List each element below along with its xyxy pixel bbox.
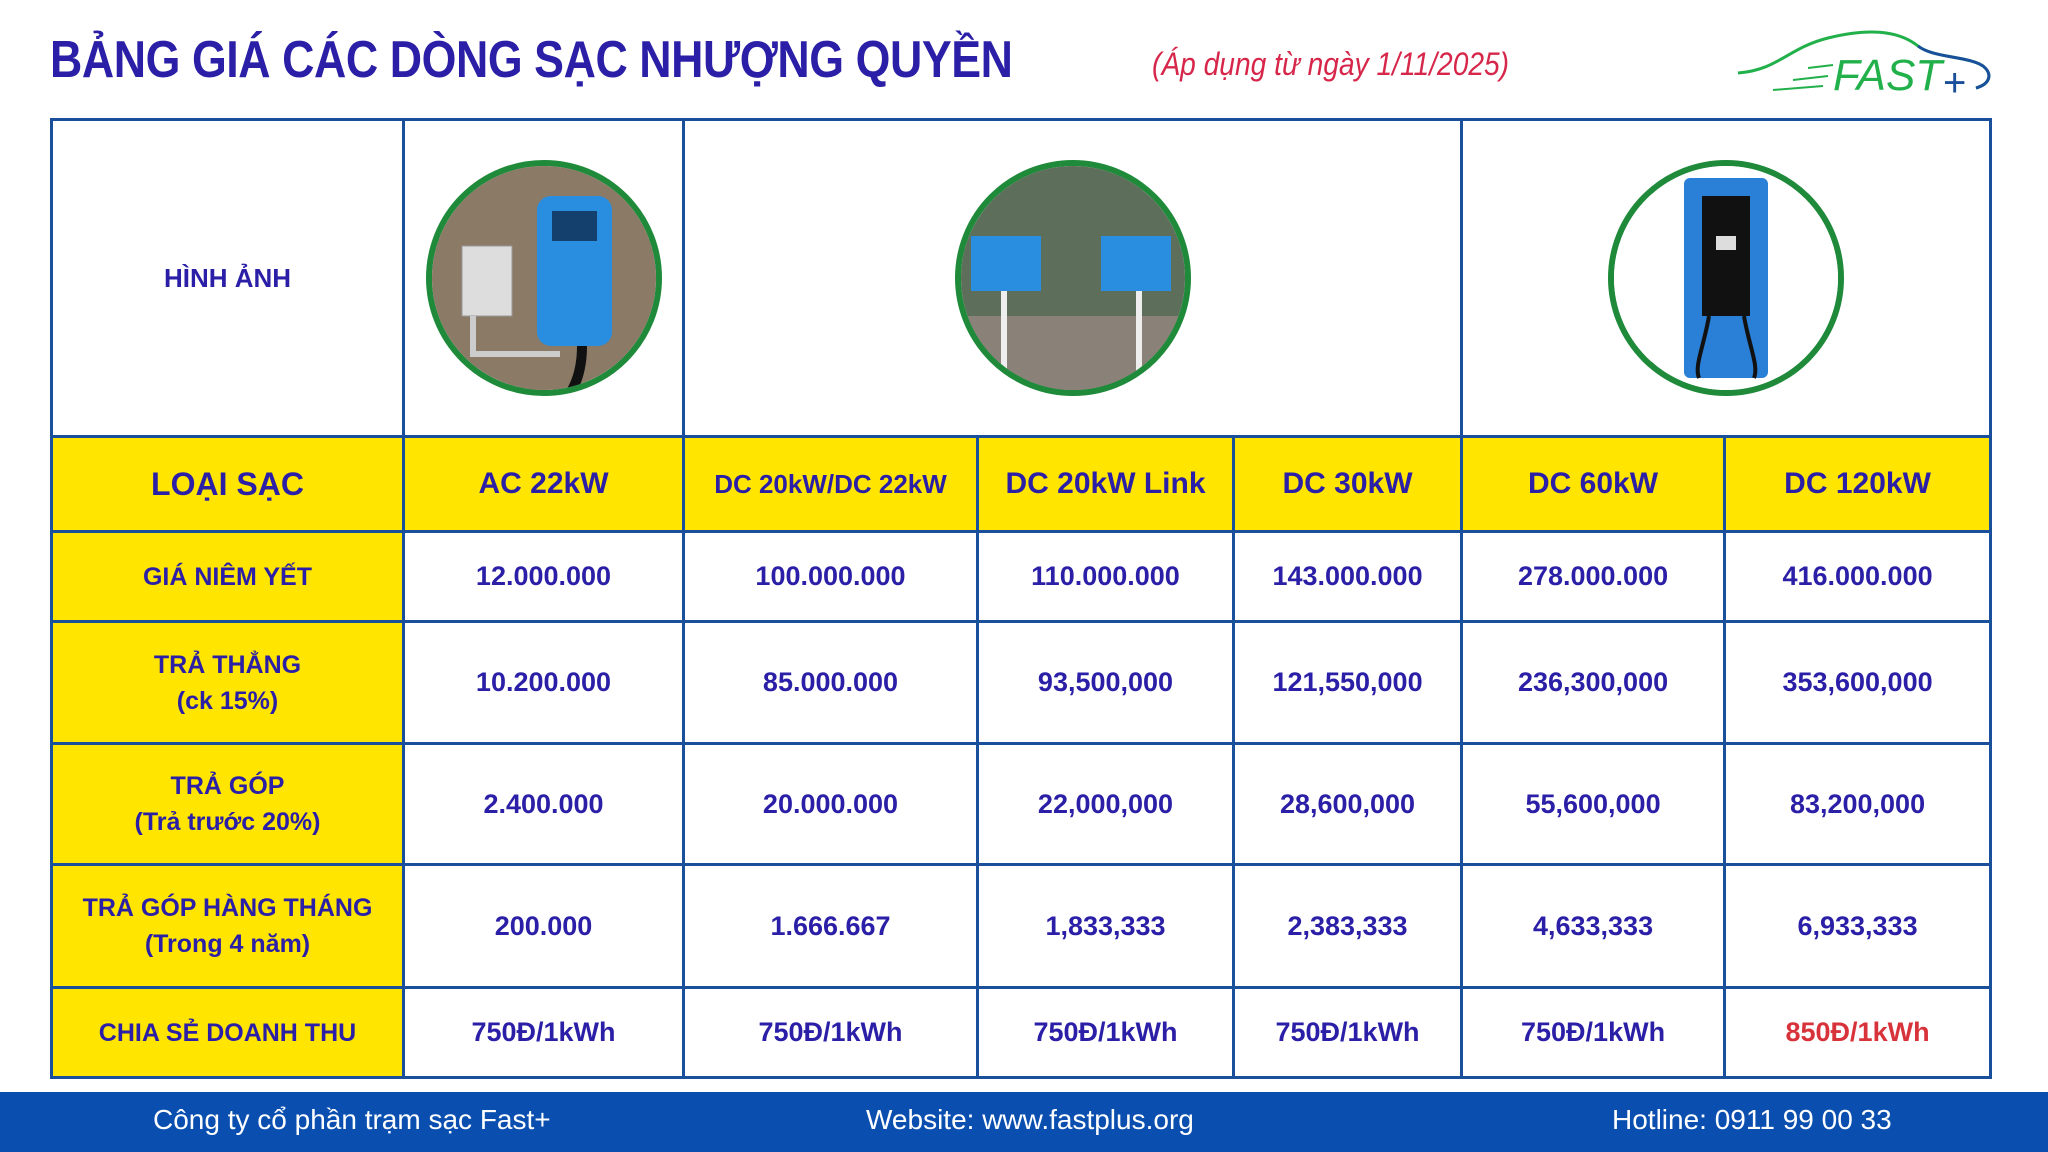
row-label [52,988,404,1078]
price-cell: 200.000 [404,865,684,988]
revenue-share-cell-highlight: 850Đ/1kWh [1725,988,1991,1078]
price-cell: 6,933,333 [1725,865,1991,988]
row-label [52,622,404,744]
price-table [50,118,1992,1079]
ac-charger-image-cell [404,120,684,437]
row-label-text: TRẢ GÓP [170,772,285,800]
table-row [52,988,1991,1078]
effective-date: (Áp dụng từ ngày 1/11/2025) [1152,46,1510,82]
image-row [52,120,1991,437]
price-cell: 93,500,000 [978,622,1234,744]
footer-bar [0,1092,2048,1152]
type-label: LOẠI SẠC [52,437,404,532]
price-cell: 20.000.000 [684,744,978,865]
row-label [52,865,404,988]
type-dc-60kw: DC 60kW [1462,437,1725,532]
dc-wall-charger-image-cell [684,120,1462,437]
price-cell: 278.000.000 [1462,532,1725,622]
price-cell: 121,550,000 [1234,622,1462,744]
revenue-share-cell: 750Đ/1kWh [1234,988,1462,1078]
price-cell: 55,600,000 [1462,744,1725,865]
price-cell: 28,600,000 [1234,744,1462,865]
price-cell: 143.000.000 [1234,532,1462,622]
row-label-sub: (Trả trước 20%) [134,808,321,836]
type-dc-20kw-link: DC 20kW Link [978,437,1234,532]
price-cell: 10.200.000 [404,622,684,744]
row-label-text: GIÁ NIÊM YẾT [142,562,312,591]
price-cell: 4,633,333 [1462,865,1725,988]
revenue-share-cell: 750Đ/1kWh [404,988,684,1078]
row-label [52,744,404,865]
type-dc-120kw: DC 120kW [1725,437,1991,532]
table-row [52,532,1991,622]
price-cell: 85.000.000 [684,622,978,744]
type-ac-22kw: AC 22kW [404,437,684,532]
price-cell: 416.000.000 [1725,532,1991,622]
table-row [52,744,1991,865]
hotline: Hotline: 0911 99 00 33 [1612,1104,1892,1135]
fast-plus-logo [1718,18,1998,103]
company-name: Công ty cổ phần trạm sạc Fast+ [153,1104,551,1135]
table-row [52,865,1991,988]
website-link[interactable]: Website: www.fastplus.org [866,1104,1194,1135]
revenue-share-cell: 750Đ/1kWh [684,988,978,1078]
type-dc-20-22kw: DC 20kW/DC 22kW [684,437,978,532]
row-label-text: TRẢ THẲNG [153,650,302,679]
price-cell: 236,300,000 [1462,622,1725,744]
image-row-label: HÌNH ẢNH [52,120,404,437]
dc-wall-charger-image [955,160,1191,396]
price-cell: 2.400.000 [404,744,684,865]
dc-standing-charger-image-cell [1462,120,1991,437]
price-cell: 22,000,000 [978,744,1234,865]
price-cell: 2,383,333 [1234,865,1462,988]
ac-charger-image [426,160,662,396]
price-cell: 1,833,333 [978,865,1234,988]
price-cell: 353,600,000 [1725,622,1991,744]
price-cell: 12.000.000 [404,532,684,622]
revenue-share-cell: 750Đ/1kWh [1462,988,1725,1078]
revenue-share-cell: 750Đ/1kWh [978,988,1234,1078]
price-cell: 83,200,000 [1725,744,1991,865]
svg-text:FAST: FAST [1833,51,1943,100]
price-cell: 1.666.667 [684,865,978,988]
price-cell: 110.000.000 [978,532,1234,622]
row-label-sub: (Trong 4 năm) [144,930,311,958]
svg-text:+: + [1943,61,1967,103]
dc-standing-charger-image [1608,160,1844,396]
type-dc-30kw: DC 30kW [1234,437,1462,532]
page-title: BẢNG GIÁ CÁC DÒNG SẠC NHƯỢNG QUYỀN [50,31,1013,89]
row-label [52,532,404,622]
table-row [52,622,1991,744]
row-label-text: CHIA SẺ DOANH THU [98,1018,357,1047]
row-label-sub: (ck 15%) [176,686,279,715]
price-cell: 100.000.000 [684,532,978,622]
charger-type-row [52,437,1991,532]
row-label-text: TRẢ GÓP HÀNG THÁNG [82,894,373,922]
